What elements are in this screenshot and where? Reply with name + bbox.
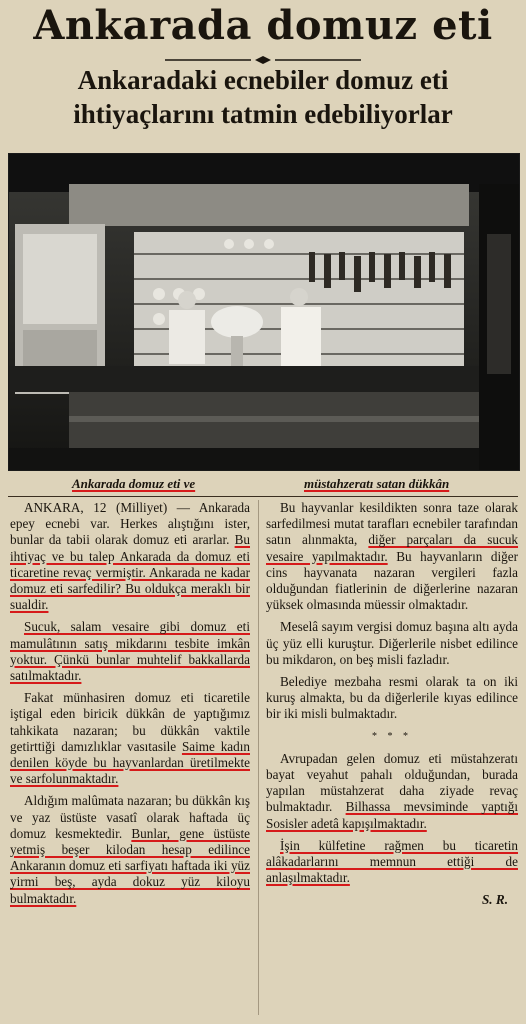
highlighted-text: İşin külfetine rağmen bu ticaretin alâkadarlarını memnun ettiği de anlaşılmaktadır. (266, 837, 518, 886)
article-paragraph (10, 500, 250, 613)
highlighted-text: Bunlar, gene üstüste yetmiş beşer kilodan hesap edilince Ankaranın domuz eti sarfiyatı haftada iki yüz yirmi beş, ayda dokuz yüz kiloyu bulmaktadır. (10, 825, 250, 906)
section-divider: * * * (372, 730, 412, 742)
highlighted-text: Saime kadın denilen köyde bu hayvanlardan üretilmekte ve sarfolunmaktadır. (10, 738, 250, 787)
highlighted-text: diğer parçaları da sucuk vesaire yapılmaktadır. (266, 532, 519, 564)
author-signature: S. R. (481, 892, 508, 908)
article-paragraph (266, 751, 518, 832)
article-paragraph (266, 838, 518, 887)
caption-left: Ankarada domuz eti ve (72, 476, 196, 491)
paragraph-text: Fakat münhasiren domuz eti ticaretile iştigal eden biricik dükkân de yaptığımız tahkikata nazaran; bu dükkân vaktile getirttiği damızlıklar vasıtasile (10, 690, 250, 754)
paragraph-text: Meselâ sayım vergisi domuz başına altı ayda üç yüz elli kuruştur. Diğerlerile nisbet edilince bu mikdaron, on beş misli fazladır. (266, 619, 518, 667)
article-paragraph (266, 674, 518, 723)
paragraph-text: Bu hayvanlar kesildikten sonra taze olarak sarfedilmesi mutat tarafları ecnebiler tarafından satın alınmakta, (266, 500, 518, 548)
paragraph-text: Bu hayvanların diğer cins hayvanata nazaran vergileri fazla olduğundan fiatlerinin de diğerlerine nazaran yüksek olmasında müessir olmaktadır. (266, 548, 519, 613)
paragraph-text: ANKARA, 12 (Milliyet) — Ankarada epey ecnebi var. Herkes alıştığını ister, bunlar da tabii olarak domuz eti ararlar. (10, 500, 250, 548)
article-paragraph (10, 793, 250, 906)
right-column (266, 500, 518, 909)
shop-photo (8, 153, 520, 471)
highlighted-text: Bilhassa mevsiminde yaptığı Sosisler adetâ kapışılmaktadır. (266, 799, 519, 831)
article-paragraph (10, 619, 250, 684)
caption-right: müstahzeratı satan dükkân (304, 476, 450, 491)
column-rule (8, 496, 518, 497)
left-column (10, 500, 250, 913)
column-separator (258, 500, 259, 1015)
article-paragraph (10, 690, 250, 787)
paragraph-text: Avrupadan gelen domuz eti müstahzeratı bayat veyahut pahalı olduğundan, burada yapılan müstahzerat daha ziyade revaç bulmaktadır. (266, 750, 518, 815)
highlighted-text: Bu ihtiyaç ve bu talep Ankarada da domuz eti ticaretine revaç vermiştir. Ankarada ne kadar domuz eti sarfedilir? Bu oldukça meraklı bir sualdir. (10, 532, 250, 613)
paragraph-text: Aldığım malûmata nazaran; bu dükkân kış ve yaz üstüste vasatî olarak haftada üç domuz kesmektedir. (10, 793, 250, 841)
headline: Ankarada domuz eti (33, 2, 493, 49)
article-paragraph (266, 619, 518, 668)
photo-caption (8, 476, 518, 494)
paragraph-text: Belediye mezbaha resmi olarak ta on iki kuruş almakta, bu da diğerlerile kıyas edilince bir iki misli bulmaktadır. (266, 674, 518, 722)
subheadline: Ankaradaki ecnebiler domuz eti ihtiyaçlarını tatmin edebiliyorlar (73, 65, 453, 129)
highlighted-text: Sucuk, salam vesaire gibi domuz eti mamulâtının satış mikdarını tesbite imkân yoktur. Çünkü bunlar muhtelif bakkallarda satılmaktadır. (10, 619, 250, 684)
article-paragraph (266, 500, 518, 613)
